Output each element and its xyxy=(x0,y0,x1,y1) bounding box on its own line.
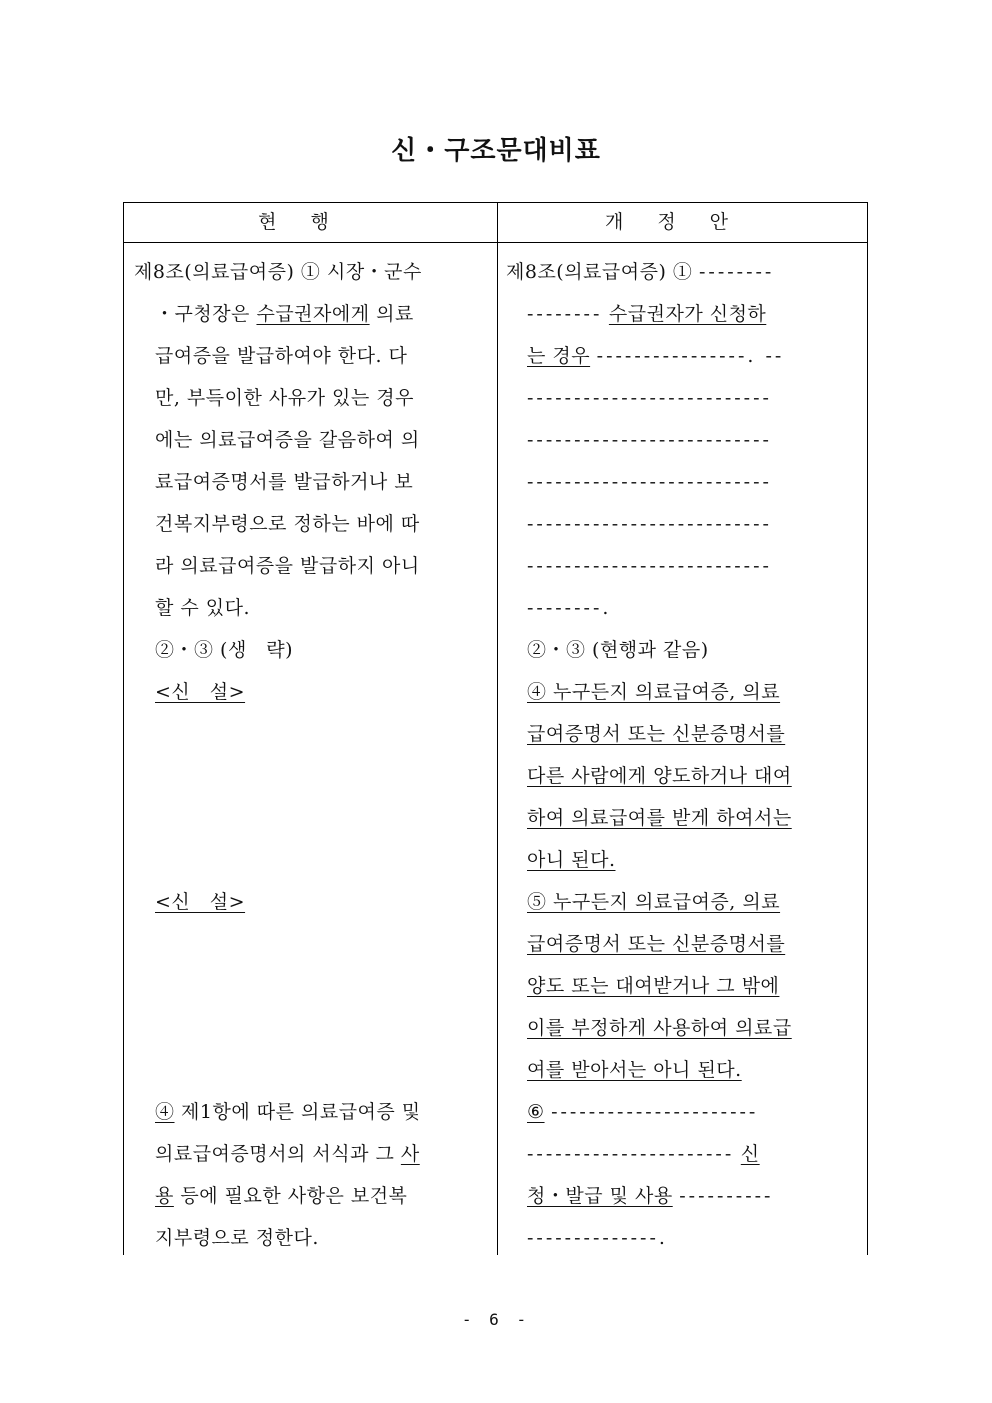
text-segment: ---------- xyxy=(679,1185,774,1207)
current-line xyxy=(134,419,486,461)
text-segment: 라 의료급여증을 발급하지 아니 xyxy=(155,555,420,577)
current-line xyxy=(134,755,486,797)
current-line xyxy=(134,923,486,965)
text-segment: ・구청장은 xyxy=(155,303,257,325)
current-line xyxy=(134,629,486,671)
column-header-current: 현행 xyxy=(258,211,363,233)
text-segment: 할 수 있다. xyxy=(155,597,251,619)
amended-text: 아니 된다. xyxy=(527,849,616,871)
current-line xyxy=(134,1133,486,1175)
proposed-law-column xyxy=(506,251,860,1259)
proposed-line xyxy=(506,503,860,545)
proposed-line xyxy=(506,251,860,293)
proposed-line xyxy=(506,377,860,419)
proposed-line xyxy=(506,713,860,755)
text-segment: ②・③ (생 략) xyxy=(155,639,294,661)
amended-text: 양도 또는 대여받거나 그 밖에 xyxy=(527,975,780,997)
text-segment: 제1항에 따른 의료급여증 및 xyxy=(174,1101,421,1123)
current-line xyxy=(134,797,486,839)
current-line xyxy=(134,1175,486,1217)
text-segment: 의료급여증명서의 서식과 그 xyxy=(155,1143,401,1165)
text-segment: -------------------------- xyxy=(527,513,772,535)
current-line xyxy=(134,251,486,293)
proposed-line xyxy=(506,881,860,923)
proposed-line xyxy=(506,755,860,797)
amended-text: 신 xyxy=(740,1143,760,1165)
amended-text: 사 xyxy=(400,1143,420,1165)
text-segment: 지부령으로 정한다. xyxy=(155,1227,319,1249)
amended-text: 하여 의료급여를 받게 하여서는 xyxy=(527,807,792,829)
text-segment: 만, 부득이한 사유가 있는 경우 xyxy=(155,387,414,409)
document-title: 신・구조문대비표 xyxy=(391,136,601,166)
page-number: - 6 - xyxy=(461,1310,531,1329)
comparison-table xyxy=(123,202,868,1255)
proposed-line xyxy=(506,545,860,587)
amended-text: 여를 받아서는 아니 된다. xyxy=(527,1059,742,1081)
column-divider xyxy=(497,203,498,1255)
text-segment: -------------------------- xyxy=(527,429,772,451)
text-segment: ----------------. -- xyxy=(596,345,785,367)
proposed-line xyxy=(506,1049,860,1091)
text-segment: --------------. xyxy=(527,1227,668,1249)
current-line xyxy=(134,713,486,755)
current-line xyxy=(134,965,486,1007)
text-segment: -------------------------- xyxy=(527,555,772,577)
amended-text: 급여증명서 또는 신분증명서를 xyxy=(527,723,786,745)
proposed-line xyxy=(506,293,860,335)
text-segment: -------- xyxy=(698,261,775,283)
proposed-line xyxy=(506,1133,860,1175)
amended-text: <신 설> xyxy=(155,891,246,913)
text-segment: 등에 필요한 사항은 보건복 xyxy=(173,1185,408,1207)
text-segment: -------------------------- xyxy=(527,387,772,409)
amended-text: 급여증명서 또는 신분증명서를 xyxy=(527,933,786,955)
text-segment: ②・③ (현행과 같음) xyxy=(527,639,709,661)
current-line xyxy=(134,671,486,713)
text-segment: 제8조(의료급여증) ① 시장・군수 xyxy=(134,261,422,283)
current-law-column xyxy=(134,251,486,1259)
text-segment: ---------------------- xyxy=(551,1101,759,1123)
current-line xyxy=(134,503,486,545)
proposed-line xyxy=(506,335,860,377)
proposed-line xyxy=(506,671,860,713)
current-line xyxy=(134,545,486,587)
text-segment: 급여증을 발급하여야 한다. 다 xyxy=(155,345,408,367)
amended-text: <신 설> xyxy=(155,681,246,703)
proposed-line xyxy=(506,839,860,881)
text-segment: 의료 xyxy=(369,303,414,325)
text-segment: --------. xyxy=(527,597,612,619)
header-divider xyxy=(124,242,867,243)
amended-text: 용 xyxy=(155,1185,174,1207)
current-line xyxy=(134,587,486,629)
proposed-line xyxy=(506,587,860,629)
proposed-line xyxy=(506,461,860,503)
amended-text: 는 경우 xyxy=(527,345,591,367)
text-segment: ---------------------- xyxy=(527,1143,735,1165)
current-line xyxy=(134,293,486,335)
amended-text: 이를 부정하게 사용하여 의료급 xyxy=(527,1017,792,1039)
amended-text: ④ xyxy=(155,1101,175,1123)
current-line xyxy=(134,1007,486,1049)
proposed-line xyxy=(506,1217,860,1259)
amended-text: ⑤ 누구든지 의료급여증, 의료 xyxy=(527,891,781,913)
text-segment: -------------------------- xyxy=(527,471,772,493)
column-header-proposed: 개정안 xyxy=(604,211,763,233)
current-line xyxy=(134,1217,486,1259)
proposed-line xyxy=(506,1091,860,1133)
text-segment: -------- xyxy=(527,303,603,325)
proposed-line xyxy=(506,1175,860,1217)
amended-text: ⑥ xyxy=(527,1101,545,1123)
current-line xyxy=(134,335,486,377)
current-line xyxy=(134,1049,486,1091)
text-segment: 에는 의료급여증을 갈음하여 의 xyxy=(155,429,420,451)
amended-text: 다른 사람에게 양도하거나 대여 xyxy=(527,765,792,787)
amended-text: ④ 누구든지 의료급여증, 의료 xyxy=(527,681,781,703)
text-segment: 제8조(의료급여증) ① xyxy=(506,261,699,283)
proposed-line xyxy=(506,629,860,671)
amended-text: 수급권자가 신청하 xyxy=(608,303,767,325)
current-line xyxy=(134,881,486,923)
text-segment: 료급여증명서를 발급하거나 보 xyxy=(155,471,414,493)
current-line xyxy=(134,1091,486,1133)
amended-text: 청・발급 및 사용 xyxy=(527,1185,673,1207)
text-segment: 건복지부령으로 정하는 바에 따 xyxy=(155,513,420,535)
current-line xyxy=(134,839,486,881)
proposed-line xyxy=(506,419,860,461)
proposed-line xyxy=(506,797,860,839)
proposed-line xyxy=(506,923,860,965)
current-line xyxy=(134,461,486,503)
current-line xyxy=(134,377,486,419)
amended-text: 수급권자에게 xyxy=(256,303,370,325)
proposed-line xyxy=(506,1007,860,1049)
proposed-line xyxy=(506,965,860,1007)
